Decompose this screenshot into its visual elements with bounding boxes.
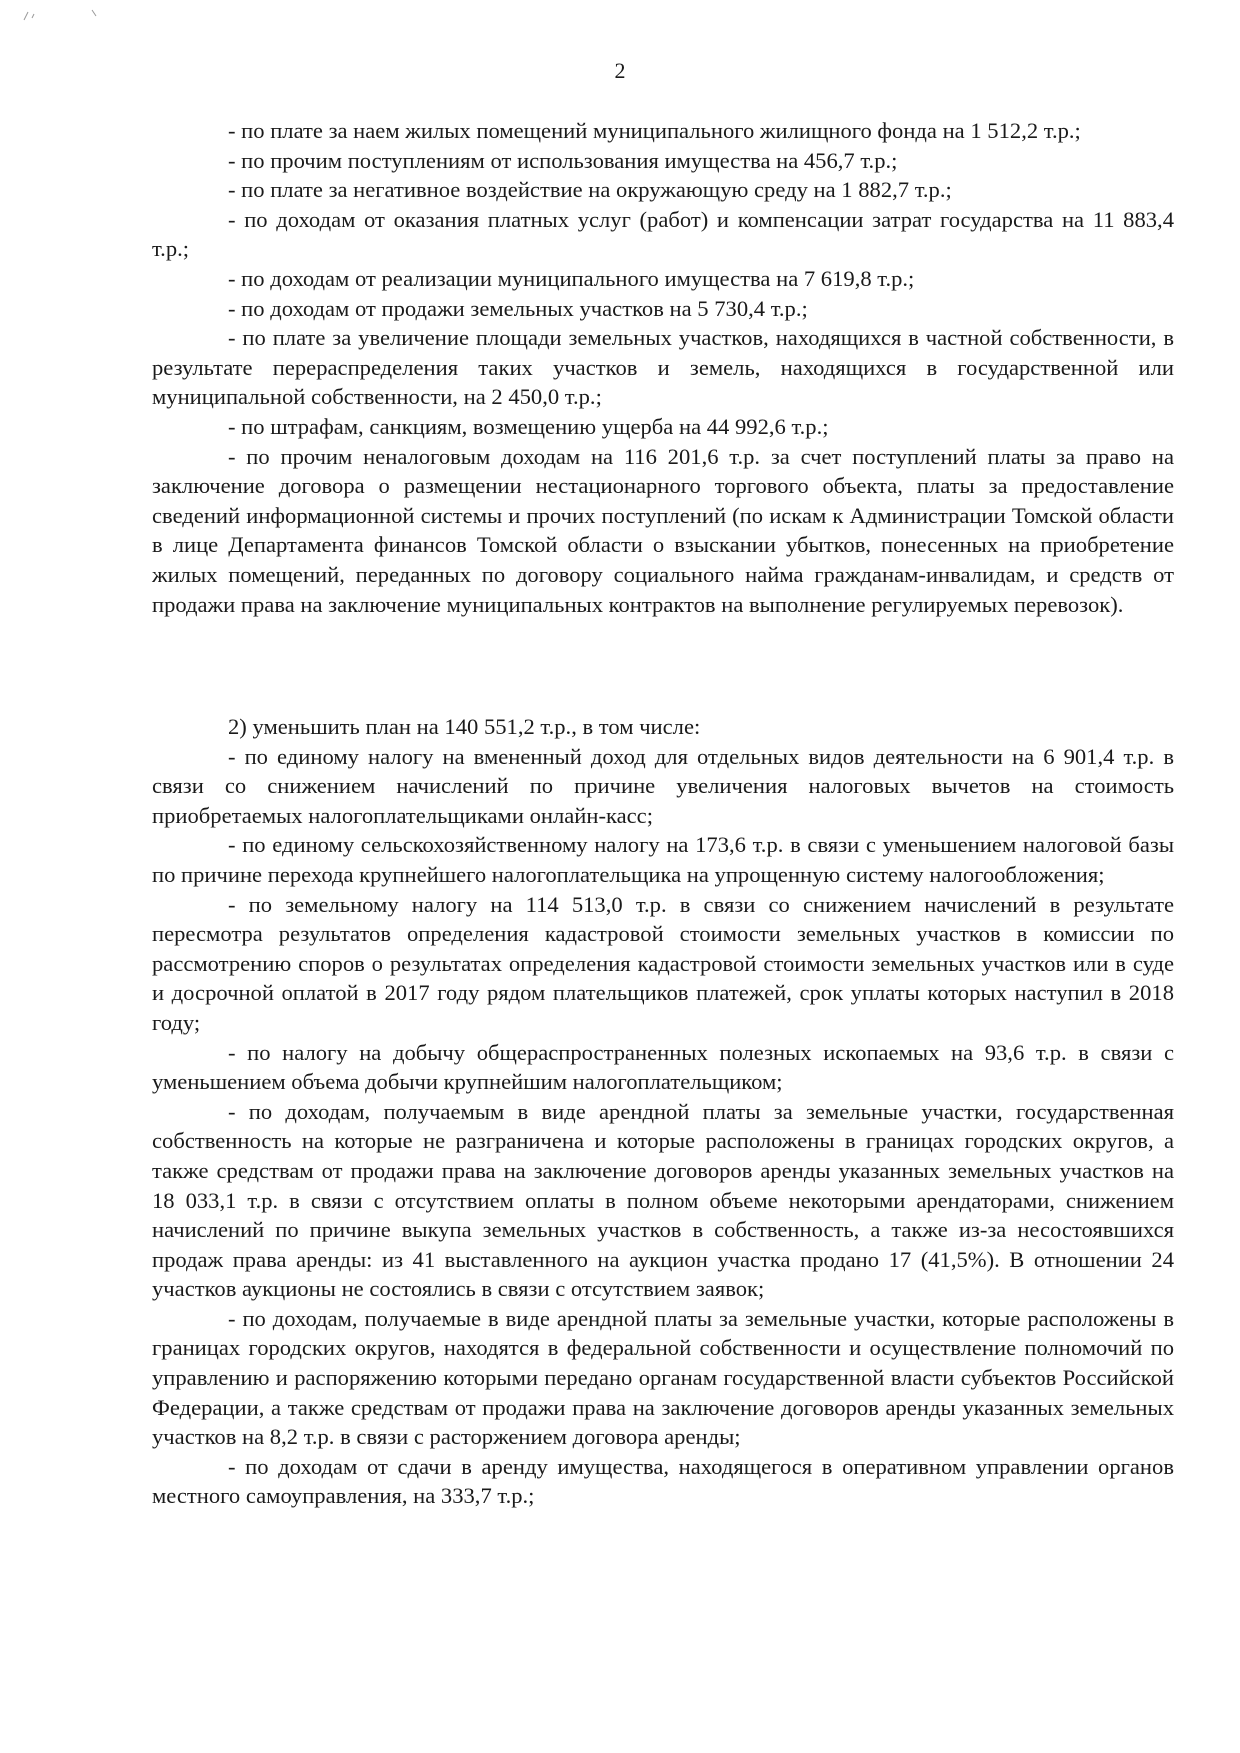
item-land-lease-unallocated: - по доходам, получаемым в виде арендной платы за земельные участки, государственная собственность на которые не разграничена и которые расположены в границах городских округов, а также средствам от продажи права на заключение договоров аренды указанных земельных участков на 18 033,1 т.р. в связи с отсутствием оплаты в полном объеме некоторыми арендаторами, снижением начислений по причине выкупа земельных участков в собственность, а также из-за несостоявшихся продаж права аренды: из 41 выставленного на аукцион участка продано 17 (41,5%). В отношении 24 участков аукционы не состоялись в связи с отсутствием заявок;	[152, 1098, 1174, 1302]
scan-artifact-mark	[22, 6, 112, 26]
item-paid-services: - по доходам от оказания платных услуг (работ) и компенсации затрат государства на 11 883,4 т.р.;	[152, 206, 1174, 262]
item-mineral-extraction-tax: - по налогу на добычу общераспространенных полезных ископаемых на 93,6 т.р. в связи с уменьшением объема добычи крупнейшим налогоплательщиком;	[152, 1039, 1174, 1095]
item-imputed-income-tax: - по единому налогу на вмененный доход для отдельных видов деятельности на 6 901,4 т.р. в связи со снижением начислений по причине увеличения налоговых вычетов на стоимость приобретаемых налогоплательщиками онлайн-касс;	[152, 743, 1174, 828]
item-agricultural-tax: - по единому сельскохозяйственному налогу на 173,6 т.р. в связи с уменьшением налоговой базы по причине перехода крупнейшего налогоплательщика на упрощенную систему налогообложения;	[152, 832, 1174, 887]
decrease-heading: 2) уменьшить план на 140 551,2 т.р., в том числе:	[228, 714, 701, 739]
item-housing-rent: - по плате за наем жилых помещений муниципального жилищного фонда на 1 512,2 т.р.;	[228, 118, 1081, 143]
item-property-lease: - по доходам от сдачи в аренду имущества, находящегося в оперативном управлении органов местного самоуправления, на 333,7 т.р.;	[152, 1453, 1174, 1509]
item-land-area-increase: - по плате за увеличение площади земельных участков, находящихся в частной собственности, в результате перераспределения таких участков и земель, находящихся в государственной или муниципальной собственности, на 2 450,0 т.р.;	[152, 325, 1174, 410]
item-land-tax: - по земельному налогу на 114 513,0 т.р. в связи со снижением начислений в результате пересмотра результатов определения кадастровой стоимости земельных участков в комиссии по рассмотрению споров о результатах определения кадастровой стоимости земельных участков или в суде и досрочной оплатой в 2017 году рядом плательщиков платежей, срок уплаты которых наступил в 2018 году;	[152, 891, 1174, 1035]
item-fines: - по штрафам, санкциям, возмещению ущерба на 44 992,6 т.р.;	[228, 413, 829, 439]
item-land-lease-federal: - по доходам, получаемые в виде арендной платы за земельные участки, которые расположены в границах городских округов, находятся в федеральной собственности и осуществление полномочий по управлению и распоряжению которыми передано органам государственной власти субъектов Российской Федерации, а также средствам от продажи права на заключение договоров аренды указанных земельных участков на 8,2 т.р. в связи с расторжением договора аренды;	[152, 1305, 1174, 1450]
item-other-property-income: - по прочим поступлениям от использования имущества на 456,7 т.р.;	[228, 147, 898, 173]
page-number: 2	[614, 58, 626, 83]
increase-items-list	[152, 116, 1174, 619]
item-municipal-property-sale: - по доходам от реализации муниципального имущества на 7 619,8 т.р.;	[228, 265, 915, 291]
item-environmental-fee: - по плате за негативное воздействие на окружающую среду на 1 882,7 т.р.;	[228, 177, 952, 203]
item-other-non-tax-income: - по прочим неналоговым доходам на 116 201,6 т.р. за счет поступлений платы за право на заключение договора о размещении нестационарного торгового объекта, платы за предоставление сведений информационной системы и прочих поступлений (по искам к Администрации Томской области в лице Департамента финансов Томской области о взыскании убытков, понесенных на приобретение жилых помещений, переданных по договору социального найма гражданам-инвалидам, и средств от продажи права на заключение муниципальных контрактов на выполнение регулируемых перевозок).	[152, 443, 1174, 617]
item-land-sale: - по доходам от продажи земельных участков на 5 730,4 т.р.;	[228, 295, 808, 321]
decrease-items-list	[152, 712, 1174, 1511]
